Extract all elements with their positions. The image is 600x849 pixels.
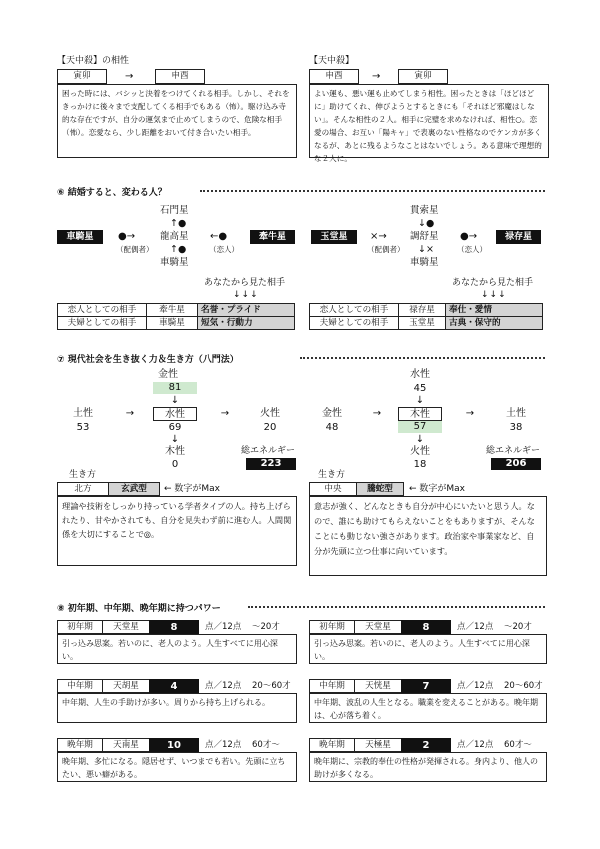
period-score: 7 (401, 679, 451, 693)
period-score: 10 (149, 738, 199, 752)
tenchusatsu-right-to: 寅卯 (398, 69, 448, 84)
periods-divider (248, 606, 545, 608)
hachimon-right-left-val: 48 (325, 422, 339, 433)
period-text: 中年期、波乱の人生となる。職業を変えることがある。晩年期は、心が落ち着く。 (309, 693, 547, 723)
period-text: 引っ込み思案。若いのに、老人のよう。人生すべてに用心深い。 (57, 634, 297, 664)
marriage-right-arrows-down: ↓↓↓ (481, 290, 507, 300)
hachimon-right-arrow-r2: → (465, 408, 475, 419)
marriage-right-row2-label: 夫婦としての相手 (309, 316, 399, 330)
hachimon-right-arrow-d2: ↓ (415, 434, 425, 445)
marriage-divider (200, 190, 545, 192)
marriage-left-center: 龍高星 (160, 231, 189, 242)
hachimon-right-bottom-label: 火性 (410, 446, 430, 457)
period-text: 晩年期に、宗教的奉仕の性格が発揮される。身内より、他人の助けが多くなる。 (309, 752, 547, 782)
hachimon-left-bottom-label: 木性 (165, 446, 185, 457)
marriage-left-bottom: 車騎星 (160, 257, 189, 268)
tenchusatsu-left-from: 寅卯 (57, 69, 107, 84)
period-label: 晩年期 (57, 738, 103, 752)
hachimon-right-max-note: ← 数字がMax (409, 484, 466, 494)
marriage-left-from-partner: あなたから見た相手 (204, 278, 286, 288)
period-text: 晩年期、多忙になる。隠居せず、いつまでも若い。先頭に立ちたい、悪い癖がある。 (57, 752, 297, 782)
hachimon-right-bottom-val: 18 (413, 459, 427, 470)
hachimon-right-total-label: 総エネルギー (486, 446, 541, 456)
tenchusatsu-left-text: 困った時には、バシッと決着をつけてくれる相手。しかし、それをきっかけに後々まで支配してくる相手でもある（怖）。駆け込み寺的な存在ですが、自分の運気まで止めてしまうので、危険な相手（怖）。恋愛なら、少し距離をおいて付き合いたい相手。 (57, 84, 297, 158)
marriage-left-up2: ↑● (170, 244, 187, 255)
period-star: 天胡星 (102, 679, 150, 693)
marriage-right-row2-trait: 古典・保守的 (445, 316, 543, 330)
marriage-right-arrow1: ×→ (370, 231, 387, 242)
hachimon-left-arrow-r2: → (220, 408, 230, 419)
hachimon-right-left-label: 金性 (322, 408, 342, 419)
period-label: 中年期 (309, 679, 355, 693)
period-text: 引っ込み思案。若いのに、老人のよう。人生すべてに用心深い。 (309, 634, 547, 664)
marriage-left-row2-star: 車騎星 (146, 316, 198, 330)
marriage-right-up2: ↓× (418, 244, 434, 255)
period-score: 2 (401, 738, 451, 752)
period-age: ～20才 (252, 622, 280, 632)
hachimon-divider (300, 357, 545, 359)
period-score-unit: 点／12点 (457, 681, 494, 691)
marriage-left-up1: ↑● (170, 218, 187, 229)
period-score-unit: 点／12点 (205, 681, 242, 691)
periods-heading: ⑧ 初年期、中年期、晩年期に持つパワー (57, 604, 221, 614)
marriage-right-center: 調舒星 (410, 231, 439, 242)
hachimon-left-left-label: 土性 (73, 408, 93, 419)
marriage-right-arrow2: ●→ (460, 231, 478, 242)
period-age: ～20才 (504, 622, 532, 632)
hachimon-left-top-val: 81 (153, 382, 197, 394)
period-star: 天恍星 (354, 679, 402, 693)
hachimon-left-arrow-d2: ↓ (170, 434, 180, 445)
period-star: 天南星 (102, 738, 150, 752)
period-score-unit: 点／12点 (457, 622, 494, 632)
marriage-left-arrow2: ←● (210, 231, 228, 242)
period-score-unit: 点／12点 (205, 740, 242, 750)
hachimon-right-text: 意志が強く、どんなときも自分が中心にいたいと思う人。なので、誰にも助けてもらえないことをもありますが、そんなことにも動じない強さがあります。政治家や事業家など、自分が先頭に立つ仕事に向いています。 (309, 496, 547, 576)
tenchusatsu-left-arrow: → (125, 71, 134, 82)
marriage-left-top: 石門星 (160, 205, 189, 216)
marriage-left-arrows-down: ↓↓↓ (233, 290, 259, 300)
period-score-unit: 点／12点 (457, 740, 494, 750)
hachimon-heading: ⑦ 現代社会を生き抜く力＆生き方（八門法） (57, 355, 239, 365)
hachimon-left-max-note: ← 数字がMax (164, 484, 221, 494)
period-age: 60才～ (252, 740, 280, 750)
marriage-left-lover-label: （恋人） (209, 245, 239, 254)
hachimon-left-left-val: 53 (76, 422, 90, 433)
hachimon-right-right-val: 38 (509, 422, 523, 433)
hachimon-right-arrow-d1: ↓ (415, 395, 425, 406)
hachimon-left-type: 玄武型 (108, 482, 160, 496)
marriage-right-partner: 禄存星 (496, 230, 541, 244)
hachimon-right-top-label: 水性 (410, 369, 430, 380)
period-age: 20～60才 (504, 681, 543, 691)
hachimon-left-bottom-val: 0 (171, 459, 179, 470)
tenchusatsu-left-to: 申酉 (155, 69, 205, 84)
hachimon-right-total-val: 206 (491, 458, 541, 470)
tenchusatsu-right-text: よい運も、悪い運も止めてしまう相性。困ったときは「ほどほどに」助けてくれ、伸びようとするときにも「それほど邪魔はしない」。そんな相性の２人。相手に完璧を求めなければ、相性○。恋愛の場合、お互い「陽キャ」で表裏のない性格なのでケンカが多くなるが、あとに残るようなことはないでしょう。ある意味で理想的な２人に。 (309, 84, 549, 158)
marriage-right-row1-star: 禄存星 (398, 303, 446, 317)
period-score: 8 (149, 620, 199, 634)
hachimon-right-top-val: 45 (413, 383, 427, 394)
marriage-left-row2-label: 夫婦としての相手 (57, 316, 147, 330)
marriage-left-spouse-label: （配偶者） (116, 245, 154, 254)
period-age: 20～60才 (252, 681, 291, 691)
hachimon-left-way-label: 生き方 (69, 470, 97, 480)
period-age: 60才～ (504, 740, 532, 750)
hachimon-left-right-val: 20 (263, 422, 277, 433)
marriage-right-row1-trait: 奉仕・愛情 (445, 303, 543, 317)
hachimon-left-direction: 北方 (57, 482, 109, 496)
tenchusatsu-title-left: 【天中殺】の相性 (57, 56, 130, 66)
hachimon-right-right-label: 土性 (506, 408, 526, 419)
period-label: 初年期 (309, 620, 355, 634)
marriage-right-up1: ↓● (418, 218, 435, 229)
hachimon-right-arrow-r1: → (372, 408, 382, 419)
marriage-left-partner: 牽牛星 (250, 230, 295, 244)
hachimon-left-total-label: 総エネルギー (241, 446, 296, 456)
hachimon-right-center-label: 木性 (398, 407, 442, 421)
marriage-left-row1-star: 牽牛星 (146, 303, 198, 317)
marriage-right-lover-label: （恋人） (457, 245, 487, 254)
marriage-heading: ⑥ 結婚すると、変わる人？ (57, 188, 167, 198)
tenchusatsu-title-right: 【天中殺】 (309, 56, 355, 66)
period-label: 初年期 (57, 620, 103, 634)
marriage-left-self: 車騎星 (57, 230, 103, 244)
marriage-right-row2-star: 玉堂星 (398, 316, 446, 330)
marriage-left-row2-trait: 短気・行動力 (197, 316, 295, 330)
marriage-right-from-partner: あなたから見た相手 (452, 278, 534, 288)
hachimon-right-way-label: 生き方 (318, 470, 346, 480)
hachimon-left-center-label: 水性 (153, 407, 197, 421)
hachimon-left-text: 理論や技術をしっかり持っている学者タイプの人。持ち上げられたり、甘やかされても、自分を見失わず前に進む人。人間関係を大切にすることで◎。 (57, 496, 297, 566)
hachimon-right-direction: 中央 (309, 482, 357, 496)
hachimon-right-center-val: 57 (398, 421, 442, 433)
marriage-right-self: 玉堂星 (311, 230, 357, 244)
hachimon-left-center-val: 69 (168, 422, 182, 433)
hachimon-left-arrow-r1: → (125, 408, 135, 419)
marriage-right-row1-label: 恋人としての相手 (309, 303, 399, 317)
period-label: 中年期 (57, 679, 103, 693)
marriage-right-bottom: 車騎星 (410, 257, 439, 268)
marriage-right-top: 貫索星 (410, 205, 439, 216)
period-score: 4 (149, 679, 199, 693)
period-score: 8 (401, 620, 451, 634)
period-star: 天堂星 (354, 620, 402, 634)
period-text: 中年期、人生の手助けが多い。周りから持ち上げられる。 (57, 693, 297, 723)
marriage-left-arrow1: ●→ (118, 231, 136, 242)
hachimon-right-type: 騰蛇型 (356, 482, 404, 496)
hachimon-left-arrow-d1: ↓ (170, 395, 180, 406)
period-label: 晩年期 (309, 738, 355, 752)
tenchusatsu-right-arrow: → (372, 71, 381, 82)
hachimon-left-total-val: 223 (246, 458, 296, 470)
marriage-left-row1-trait: 名誉・プライド (197, 303, 295, 317)
marriage-right-spouse-label: （配偶者） (367, 245, 405, 254)
hachimon-left-top-label: 金性 (158, 369, 178, 380)
period-score-unit: 点／12点 (205, 622, 242, 632)
marriage-left-row1-label: 恋人としての相手 (57, 303, 147, 317)
hachimon-left-right-label: 火性 (260, 408, 280, 419)
period-star: 天堂星 (102, 620, 150, 634)
period-star: 天極星 (354, 738, 402, 752)
tenchusatsu-right-from: 申酉 (309, 69, 359, 84)
